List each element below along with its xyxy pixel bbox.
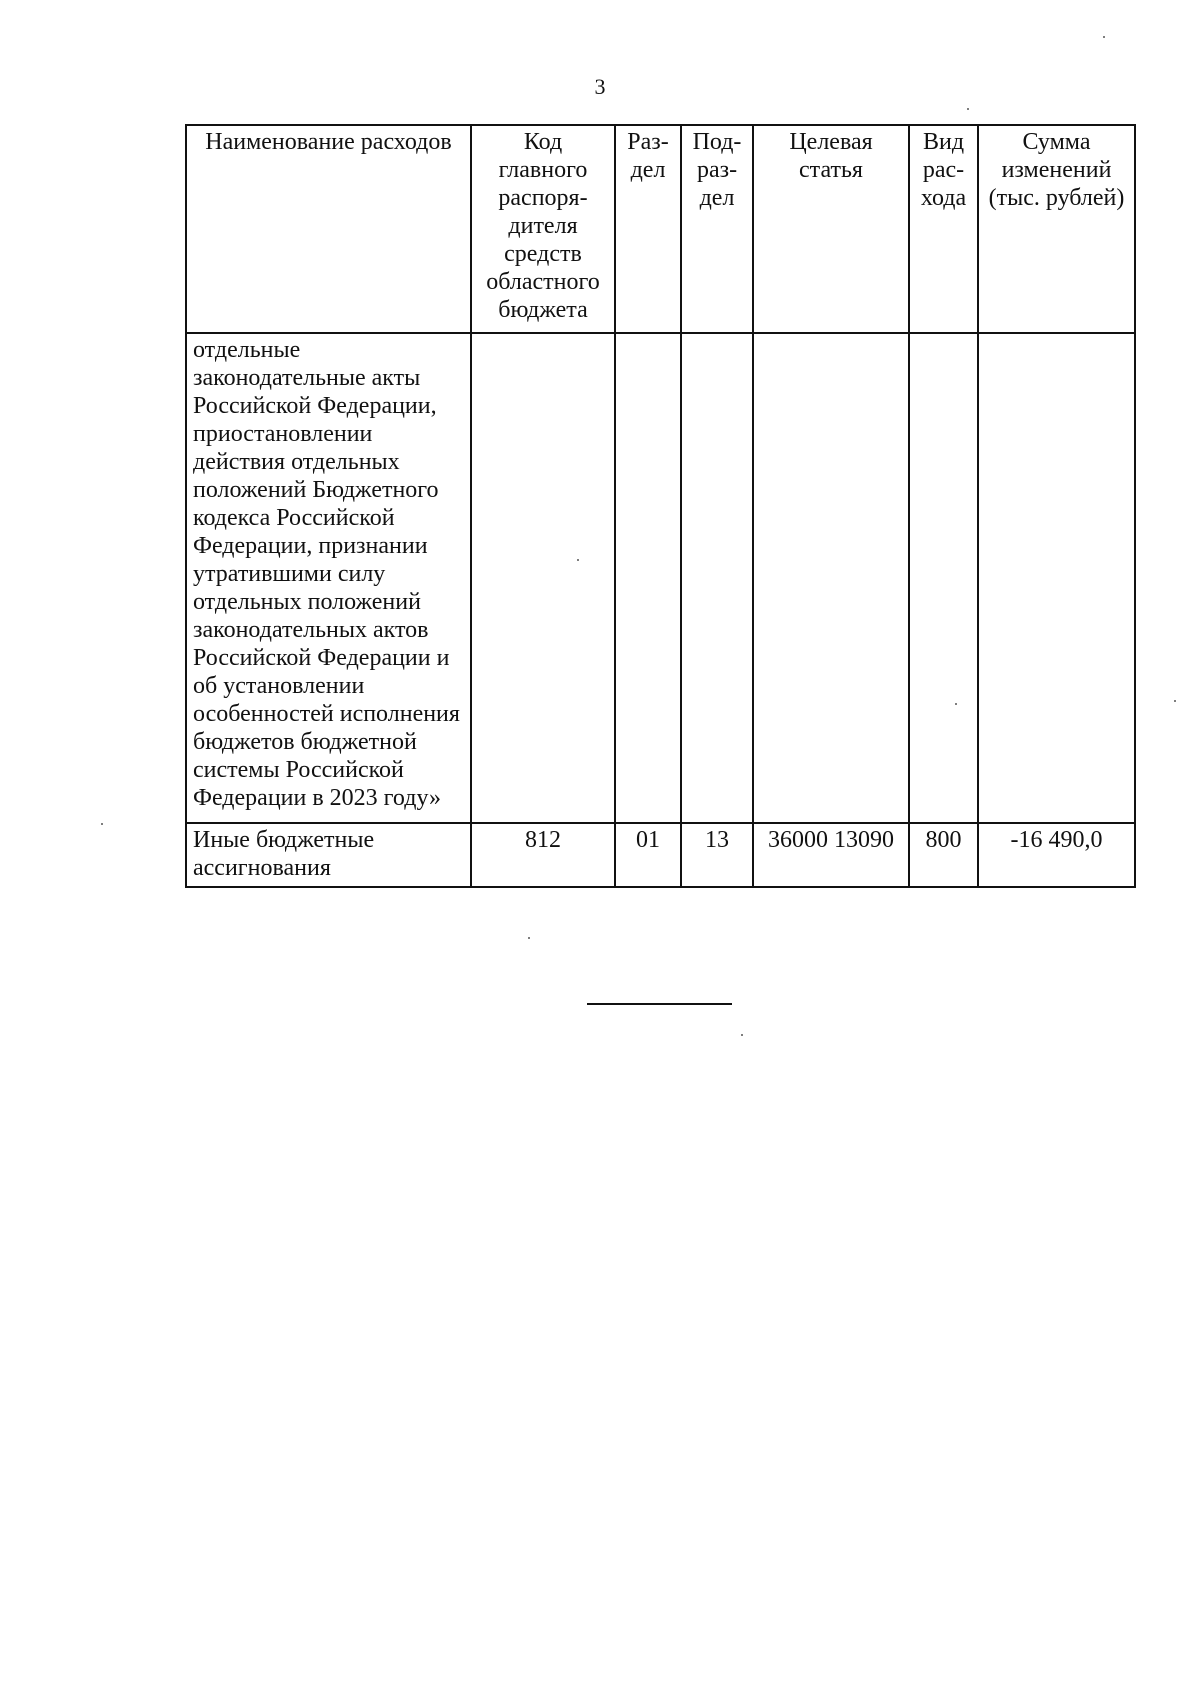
table-row (186, 823, 1135, 887)
cell-change-amount (978, 333, 1135, 823)
scan-speck (577, 559, 579, 561)
cell-code (471, 333, 615, 823)
cell-target-item (753, 333, 909, 823)
cell-section: 01 (615, 823, 681, 887)
page-number: 3 (594, 74, 606, 99)
header-section: Раз- дел (615, 125, 681, 333)
header-change-amount: Сумма изменений (тыс. рублей) (978, 125, 1135, 333)
header-subsection: Под- раз- дел (681, 125, 753, 333)
scan-speck (955, 703, 957, 705)
expenditure-table (185, 124, 1136, 888)
table-header-row (186, 125, 1135, 333)
cell-expense-name: отдельные законодательные акты Российской Федерации, приостановлении действия отдельных положений Бюджетного кодекса Российской Федерации, признании утратившими силу отдельных положений законодательных актов Российской Федерации и об установлении особенностей исполнения бюджетов бюджетной системы Российской Федерации в 2023 году» (186, 333, 471, 823)
closing-divider-line (587, 1003, 732, 1005)
cell-subsection (681, 333, 753, 823)
scan-speck (741, 1034, 743, 1036)
scan-speck (528, 937, 530, 939)
scan-speck (1103, 36, 1105, 38)
cell-code: 812 (471, 823, 615, 887)
header-chief-administrator-code: Код главного распоря- дителя средств областного бюджета (471, 125, 615, 333)
cell-expense-type: 800 (909, 823, 978, 887)
cell-target-item: 36000 13090 (753, 823, 909, 887)
header-target-item: Целевая статья (753, 125, 909, 333)
header-expense-name: Наименование расходов (186, 125, 471, 333)
scan-speck (967, 108, 969, 110)
cell-section (615, 333, 681, 823)
cell-subsection: 13 (681, 823, 753, 887)
scan-speck (1174, 700, 1176, 702)
cell-expense-type (909, 333, 978, 823)
cell-expense-name: Иные бюджетные ассигнования (186, 823, 471, 887)
table-row (186, 333, 1135, 823)
header-expense-type: Вид рас- хода (909, 125, 978, 333)
scan-speck (101, 823, 103, 825)
cell-change-amount: -16 490,0 (978, 823, 1135, 887)
